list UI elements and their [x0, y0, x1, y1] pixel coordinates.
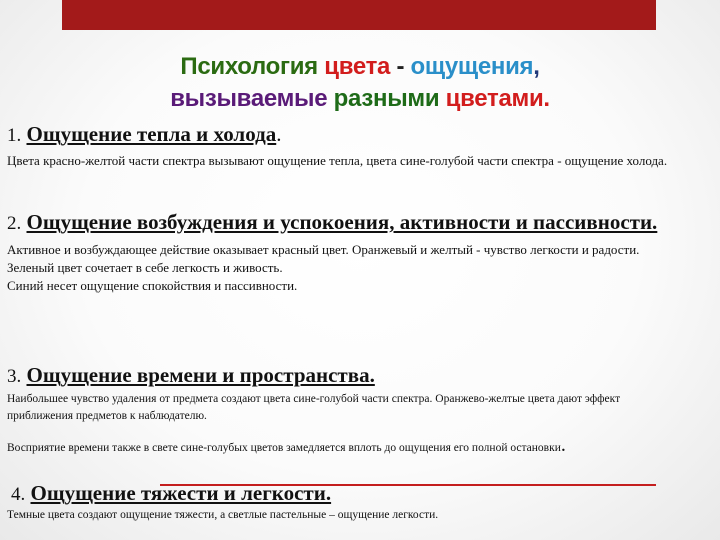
- section-heading-text: Ощущение тепла и холода: [26, 122, 277, 146]
- section-heading-text: Ощущение тяжести и легкости.: [30, 481, 332, 505]
- section-heading-text: Ощущение времени и пространства.: [26, 363, 375, 387]
- title-comma: ,: [533, 53, 540, 80]
- title-word-different: разными: [333, 85, 446, 112]
- title-word-psychology: Психология: [180, 53, 325, 80]
- slide-title-line-2: [0, 84, 720, 114]
- section-paragraph: Зеленый цвет сочетает в себе легкость и живость.: [7, 260, 283, 275]
- section-number: 3.: [7, 366, 22, 387]
- top-banner-bar: [62, 0, 656, 30]
- section-excitement-calm: [7, 209, 713, 295]
- title-word-colors: цветами.: [445, 85, 550, 112]
- section-heavy-light: [11, 481, 717, 507]
- title-word-sensations: ощущения: [410, 53, 534, 80]
- section-heading-text: Ощущение возбуждения и успокоения, активности и пассивности.: [26, 210, 658, 234]
- section-number: 4.: [11, 484, 26, 505]
- section-heading: [7, 363, 713, 389]
- section-paragraph: Темные цвета создают ощущение тяжести, а светлые пастельные – ощущение легкости.: [7, 509, 439, 521]
- title-word-caused: вызываемые: [170, 85, 334, 112]
- section-paragraph: Наибольшее чувство удаления от предмета создают цвета сине-голубой части спектра. Оранжево-желтые цвета дают эффект приближения предметов к наблюдателю.: [7, 393, 621, 422]
- title-word-color: цвета: [324, 53, 391, 80]
- section-warm-cold: [7, 122, 713, 170]
- section-number: 2.: [7, 213, 22, 234]
- section-paragraph: Синий несет ощущение спокойствия и пассивности.: [7, 278, 298, 293]
- title-dash: -: [390, 53, 411, 80]
- section-heading: [7, 122, 713, 148]
- section-paragraph: Активное и возбуждающее действие оказывает красный цвет. Оранжевый и желтый - чувство легкости и радости.: [7, 242, 640, 257]
- section-number: 1.: [7, 125, 22, 146]
- section-heading-tail: .: [276, 122, 282, 146]
- section-paragraph-line: [7, 434, 713, 457]
- section-paragraph: Цвета красно-желтой части спектра вызывают ощущение тепла, цвета сине-голубой части спектра - ощущение холода.: [7, 153, 668, 168]
- section-time-space: [7, 363, 713, 457]
- section-heading: [11, 481, 717, 507]
- section-heading: [7, 209, 713, 237]
- slide-title-line-1: [0, 52, 720, 82]
- section-trailing-mark: .: [560, 434, 566, 456]
- section-paragraph: Восприятие времени также в свете сине-голубых цветов замедляется вплоть до ощущения его полной остановки: [7, 442, 561, 454]
